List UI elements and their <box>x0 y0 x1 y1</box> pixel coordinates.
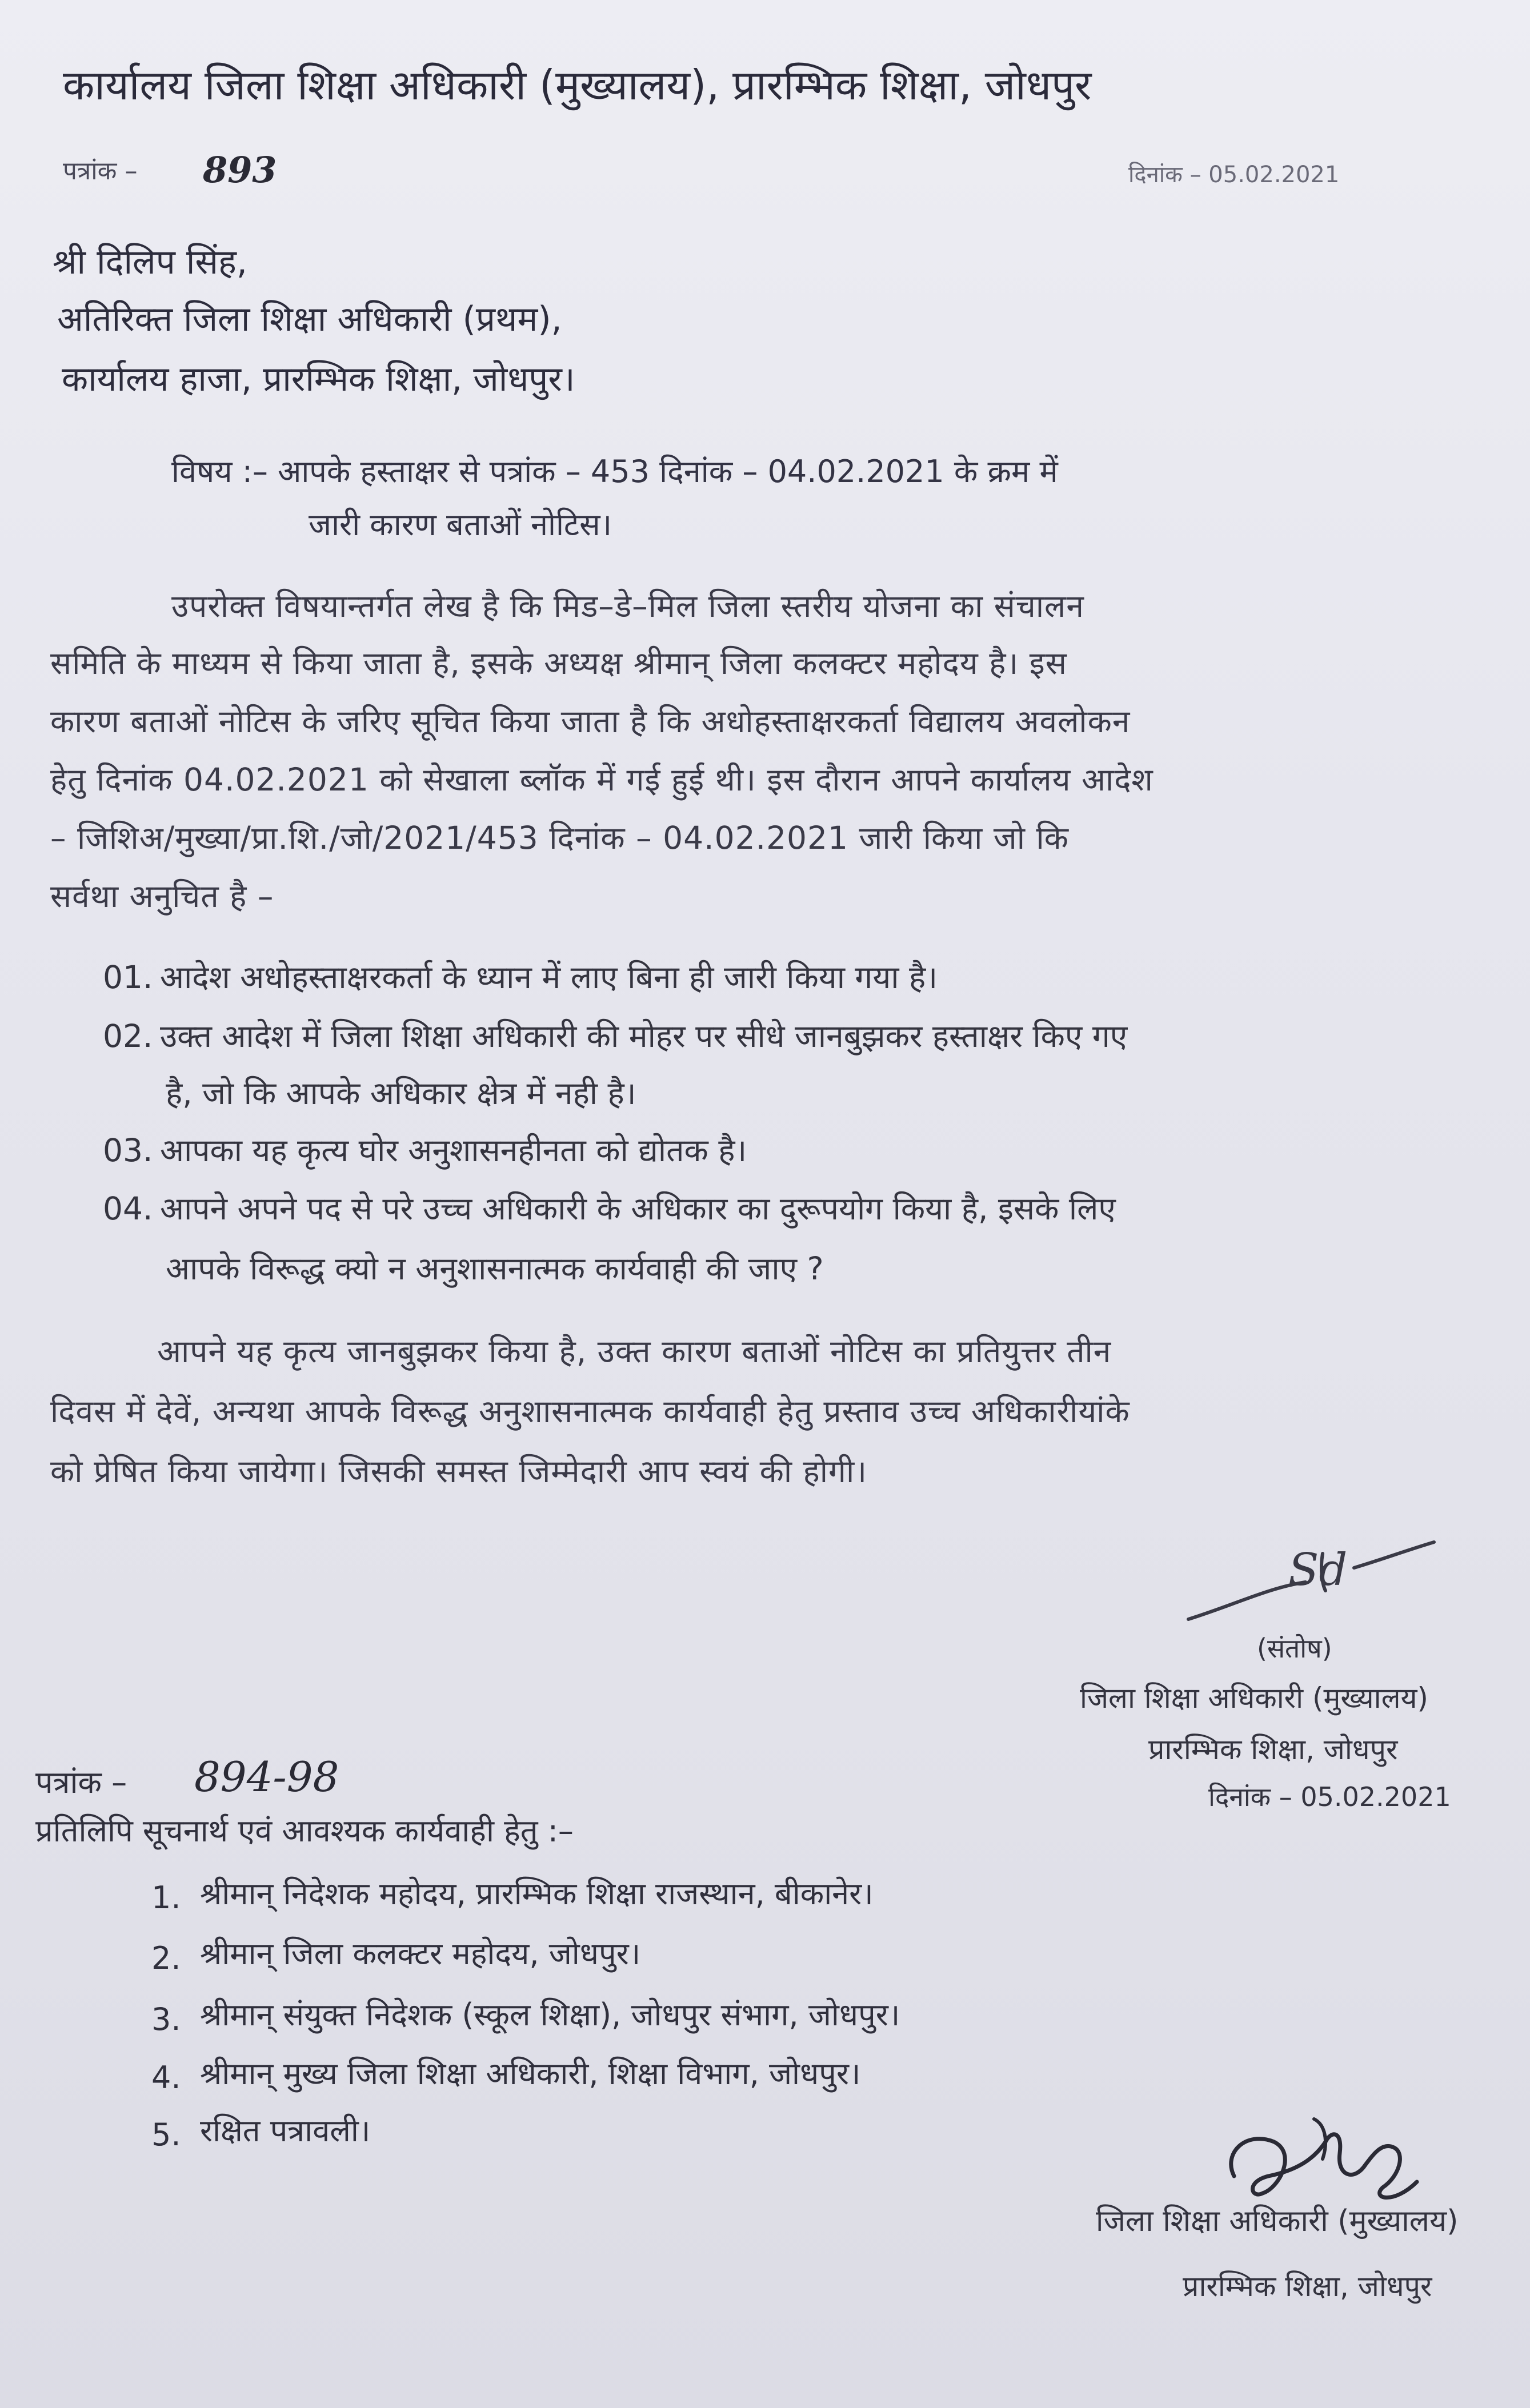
point-2-text-2: है, जो कि आपके अधिकार क्षेत्र में नही है। <box>166 1075 636 1111</box>
point-2-number: 02. <box>103 1018 153 1054</box>
point-2-text-1: उक्त आदेश में जिला शिक्षा अधिकारी की मोहर पर सीधे जानबुझकर हस्ताक्षर किए गए <box>160 1018 1128 1054</box>
addressee-designation: अतिरिक्त जिला शिक्षा अधिकारी (प्रथम), <box>57 299 562 339</box>
point-1-text: आदेश अधोहस्ताक्षरकर्ता के ध्यान में लाए बिना ही जारी किया गया है। <box>160 959 938 996</box>
ref-label: पत्रांक – <box>63 156 138 186</box>
point-4-text-2: आपके विरूद्ध क्यो न अनुशासनात्मक कार्यवाही की जाए ? <box>166 1250 824 1287</box>
body-line-2: समिति के माध्यम से किया जाता है, इसके अध्यक्ष श्रीमान् जिला कलक्टर महोदय है। इस <box>50 645 1067 681</box>
ref-number-handwritten: 893 <box>203 149 277 191</box>
header-date: दिनांक – 05.02.2021 <box>1128 162 1340 188</box>
signature-stroke-1 <box>1183 1519 1445 1634</box>
point-4-number: 04. <box>103 1190 153 1227</box>
signatory-2-designation: जिला शिक्षा अधिकारी (मुख्यालय) <box>1096 2204 1459 2238</box>
copy-item-4-text: श्रीमान् मुख्य जिला शिक्षा अधिकारी, शिक्षा विभाग, जोधपुर। <box>200 2056 861 2092</box>
signature-initials: Sd <box>1288 1544 1348 1596</box>
addressee-name: श्री दिलिप सिंह, <box>53 242 247 282</box>
point-4-text-1: आपने अपने पद से परे उच्च अधिकारी के अधिकार का दुरूपयोग किया है, इसके लिए <box>160 1190 1116 1227</box>
closing-line-3: को प्रेषित किया जायेगा। जिसकी समस्त जिम्मेदारी आप स्वयं की होगी। <box>50 1453 868 1490</box>
body-line-4: हेतु दिनांक 04.02.2021 को सेखाला ब्लॉक में गई हुई थी। इस दौरान आपने कार्यालय आदेश <box>50 761 1153 798</box>
body-line-1: उपरोक्त विषयान्तर्गत लेख है कि मिड–डे–मिल जिला स्तरीय योजना का संचालन <box>171 588 1084 624</box>
copy-item-5-text: रक्षित पत्रावली। <box>200 2113 371 2149</box>
body-line-6: सर्वथा अनुचित है – <box>50 878 274 914</box>
signatory-date: दिनांक – 05.02.2021 <box>1208 1781 1451 1812</box>
copy-item-2-number: 2. <box>151 1940 181 1976</box>
closing-line-1: आपने यह कृत्य जानबुझकर किया है, उक्त कारण बताओं नोटिस का प्रतियुत्तर तीन <box>157 1333 1112 1370</box>
closing-line-2: दिवस में देवें, अन्यथा आपके विरूद्ध अनुशासनात्मक कार्यवाही हेतु प्रस्ताव उच्च अधिकारीयांके <box>50 1393 1130 1430</box>
body-line-3: कारण बताओं नोटिस के जरिए सूचित किया जाता है कि अधोहस्ताक्षरकर्ता विद्यालय अवलोकन <box>50 703 1131 740</box>
signatory-designation: जिला शिक्षा अधिकारी (मुख्यालय) <box>1080 1681 1428 1715</box>
office-title: कार्यालय जिला शिक्षा अधिकारी (मुख्यालय), प्रारम्भिक शिक्षा, जोधपुर <box>63 61 1092 109</box>
addressee-office: कार्यालय हाजा, प्रारम्भिक शिक्षा, जोधपुर। <box>62 359 575 399</box>
subject-line-1: विषय :– आपके हस्ताक्षर से पत्रांक – 453 दिनांक – 04.02.2021 के क्रम में <box>171 453 1058 489</box>
copy-item-1-text: श्रीमान् निदेशक महोदय, प्रारम्भिक शिक्षा राजस्थान, बीकानेर। <box>200 1876 874 1912</box>
signatory-name: (संतोष) <box>1257 1633 1332 1664</box>
copy-intro: प्रतिलिपि सूचनार्थ एवं आवश्यक कार्यवाही हेतु :– <box>35 1813 574 1849</box>
point-3-text: आपका यह कृत्य घोर अनुशासनहीनता को द्योतक है। <box>160 1132 747 1169</box>
point-1-number: 01. <box>103 959 153 996</box>
body-line-5: – जिशिअ/मुख्या/प्रा.शि./जो/2021/453 दिनांक – 04.02.2021 जारी किया जो कि <box>50 820 1069 856</box>
copy-item-1-number: 1. <box>151 1880 181 1916</box>
signatory-office: प्रारम्भिक शिक्षा, जोधपुर <box>1148 1733 1398 1766</box>
copy-ref-label: पत्रांक – <box>35 1764 127 1800</box>
copy-ref-number-handwritten: 894-98 <box>194 1753 339 1801</box>
subject-line-2: जारी कारण बताओं नोटिस। <box>309 507 612 543</box>
copy-item-4-number: 4. <box>151 2060 181 2096</box>
copy-item-2-text: श्रीमान् जिला कलक्टर महोदय, जोधपुर। <box>200 1936 641 1972</box>
signatory-2-office: प्रारम्भिक शिक्षा, जोधपुर <box>1183 2270 1432 2303</box>
point-3-number: 03. <box>103 1132 153 1169</box>
copy-item-3-number: 3. <box>151 2001 181 2037</box>
copy-item-5-number: 5. <box>151 2117 181 2153</box>
copy-item-3-text: श्रीमान् संयुक्त निदेशक (स्कूल शिक्षा), जोधपुर संभाग, जोधपुर। <box>200 1997 900 2033</box>
